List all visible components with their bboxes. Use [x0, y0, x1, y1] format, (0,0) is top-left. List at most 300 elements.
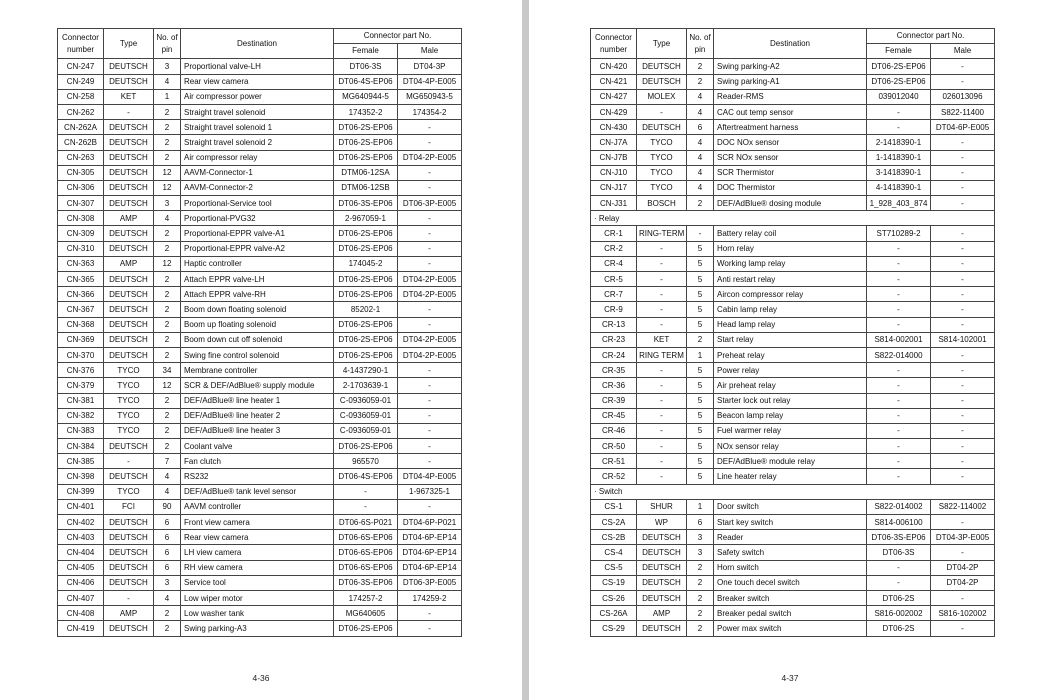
male-part-cell: -: [931, 393, 995, 408]
destination-cell: DEF/AdBlue® line heater 3: [181, 423, 334, 438]
pin-count-cell: 12: [154, 180, 181, 195]
type-cell: -: [637, 454, 687, 469]
destination-cell: Straight travel solenoid 2: [181, 135, 334, 150]
destination-cell: Low wiper motor: [181, 590, 334, 605]
female-part-cell: -: [867, 363, 931, 378]
male-part-cell: -: [931, 59, 995, 74]
pin-count-cell: 6: [687, 515, 714, 530]
female-part-cell: DT06-2S-EP06: [334, 120, 398, 135]
male-part-cell: -: [398, 180, 462, 195]
table-row: [591, 378, 995, 393]
pin-count-cell: 6: [154, 560, 181, 575]
male-part-cell: S816-102002: [931, 606, 995, 621]
male-part-cell: -: [931, 196, 995, 211]
destination-cell: Start key switch: [714, 515, 867, 530]
male-part-cell: -: [931, 317, 995, 332]
male-part-cell: -: [931, 469, 995, 484]
male-part-cell: 174354-2: [398, 104, 462, 119]
male-part-cell: DT04-6P-P021: [398, 515, 462, 530]
type-cell: RING TERM: [637, 347, 687, 362]
header-connector-part-no: Connector part No.: [334, 29, 462, 44]
pin-count-cell: 2: [687, 575, 714, 590]
destination-cell: RH view camera: [181, 560, 334, 575]
connector-number-cell: CN-401: [58, 499, 104, 514]
female-part-cell: 85202-1: [334, 302, 398, 317]
male-part-cell: DT04-6P-EP14: [398, 530, 462, 545]
type-cell: -: [637, 302, 687, 317]
table-row: [58, 302, 462, 317]
male-part-cell: DT04-4P-E005: [398, 74, 462, 89]
type-cell: -: [637, 393, 687, 408]
pin-count-cell: 4: [687, 150, 714, 165]
destination-cell: Horn relay: [714, 241, 867, 256]
type-cell: -: [637, 317, 687, 332]
destination-cell: Boom down cut off solenoid: [181, 332, 334, 347]
type-cell: -: [104, 454, 154, 469]
connector-number-cell: CN-427: [591, 89, 637, 104]
male-part-cell: DT06-3P-E005: [398, 196, 462, 211]
connector-number-cell: CS-5: [591, 560, 637, 575]
type-cell: DEUTSCH: [104, 302, 154, 317]
table-row: [591, 560, 995, 575]
table-row: [58, 454, 462, 469]
female-part-cell: -: [334, 499, 398, 514]
destination-cell: One touch decel switch: [714, 575, 867, 590]
female-part-cell: -: [867, 378, 931, 393]
pin-count-cell: 2: [154, 120, 181, 135]
female-part-cell: DT06-3S-EP06: [334, 196, 398, 211]
type-cell: -: [637, 408, 687, 423]
pin-count-cell: 3: [687, 530, 714, 545]
connector-number-cell: CS-1: [591, 499, 637, 514]
male-part-cell: -: [931, 408, 995, 423]
female-part-cell: DT06-2S: [867, 590, 931, 605]
connector-number-cell: CS-2B: [591, 530, 637, 545]
connector-number-cell: CN-363: [58, 256, 104, 271]
destination-cell: Proportional-Service tool: [181, 196, 334, 211]
type-cell: AMP: [104, 256, 154, 271]
type-cell: DEUTSCH: [637, 590, 687, 605]
group-label: · Relay: [591, 211, 995, 226]
table-row: [591, 241, 995, 256]
destination-cell: Proportional-EPPR valve-A1: [181, 226, 334, 241]
table-row: [591, 150, 995, 165]
table-row: [591, 89, 995, 104]
connector-number-cell: CN-379: [58, 378, 104, 393]
type-cell: DEUTSCH: [104, 515, 154, 530]
female-part-cell: -: [867, 408, 931, 423]
table-row: [591, 287, 995, 302]
male-part-cell: DT04-3P: [398, 59, 462, 74]
table-row: [591, 59, 995, 74]
type-cell: TYCO: [637, 180, 687, 195]
male-part-cell: -: [931, 302, 995, 317]
connector-number-cell: CN-366: [58, 287, 104, 302]
female-part-cell: DTM06-12SB: [334, 180, 398, 195]
female-part-cell: 174257-2: [334, 590, 398, 605]
female-part-cell: 4-1437290-1: [334, 363, 398, 378]
type-cell: AMP: [104, 211, 154, 226]
table-row: [591, 439, 995, 454]
male-part-cell: -: [398, 165, 462, 180]
table-row: [58, 241, 462, 256]
destination-cell: DEF/AdBlue® module relay: [714, 454, 867, 469]
female-part-cell: DT06-2S-EP06: [334, 241, 398, 256]
destination-cell: DOC NOx sensor: [714, 135, 867, 150]
male-part-cell: 1-967325-1: [398, 484, 462, 499]
type-cell: DEUTSCH: [104, 180, 154, 195]
pin-count-cell: 2: [154, 104, 181, 119]
male-part-cell: -: [931, 545, 995, 560]
destination-cell: RS232: [181, 469, 334, 484]
table-row: [591, 590, 995, 605]
type-cell: -: [637, 469, 687, 484]
female-part-cell: 174352-2: [334, 104, 398, 119]
male-part-cell: -: [931, 454, 995, 469]
female-part-cell: DT06-6S-EP06: [334, 545, 398, 560]
table-row: [58, 150, 462, 165]
connector-number-cell: CN-J7A: [591, 135, 637, 150]
destination-cell: Cabin lamp relay: [714, 302, 867, 317]
destination-cell: AAVM-Connector-1: [181, 165, 334, 180]
destination-cell: AAVM controller: [181, 499, 334, 514]
female-part-cell: 174045-2: [334, 256, 398, 271]
table-row: [58, 363, 462, 378]
pin-count-cell: 4: [154, 590, 181, 605]
table-row: [58, 499, 462, 514]
female-part-cell: DT06-2S-EP06: [334, 439, 398, 454]
type-cell: DEUTSCH: [104, 469, 154, 484]
female-part-cell: -: [867, 287, 931, 302]
pin-count-cell: 4: [154, 211, 181, 226]
pin-count-cell: 2: [687, 74, 714, 89]
destination-cell: Aftertreatment harness: [714, 120, 867, 135]
connector-number-cell: CN-407: [58, 590, 104, 605]
connector-number-cell: CN-369: [58, 332, 104, 347]
connector-number-cell: CS-29: [591, 621, 637, 636]
connector-number-cell: CR-52: [591, 469, 637, 484]
connector-number-cell: CN-421: [591, 74, 637, 89]
header-destination: Destination: [181, 29, 334, 59]
male-part-cell: -: [398, 241, 462, 256]
header-no-of-pin: No. of pin: [154, 29, 181, 59]
female-part-cell: DTM06-12SA: [334, 165, 398, 180]
pin-count-cell: 4: [154, 484, 181, 499]
group-label: · Switch: [591, 484, 995, 499]
male-part-cell: -: [931, 515, 995, 530]
type-cell: BOSCH: [637, 196, 687, 211]
type-cell: DEUTSCH: [104, 439, 154, 454]
male-part-cell: 026013096: [931, 89, 995, 104]
type-cell: DEUTSCH: [637, 575, 687, 590]
pin-count-cell: 1: [687, 499, 714, 514]
type-cell: -: [637, 241, 687, 256]
female-part-cell: DT06-2S-EP06: [334, 347, 398, 362]
pin-count-cell: 5: [687, 241, 714, 256]
male-part-cell: -: [398, 256, 462, 271]
connector-number-cell: CN-398: [58, 469, 104, 484]
destination-cell: Line heater relay: [714, 469, 867, 484]
connector-number-cell: CN-J17: [591, 180, 637, 195]
table-row: [591, 621, 995, 636]
destination-cell: Air preheat relay: [714, 378, 867, 393]
female-part-cell: 1-1418390-1: [867, 150, 931, 165]
destination-cell: Membrane controller: [181, 363, 334, 378]
connector-number-cell: CR-46: [591, 423, 637, 438]
type-cell: DEUTSCH: [104, 621, 154, 636]
pin-count-cell: 3: [687, 545, 714, 560]
connector-table-left: [57, 28, 462, 637]
type-cell: DEUTSCH: [637, 545, 687, 560]
table-row: [58, 423, 462, 438]
female-part-cell: S822-014000: [867, 347, 931, 362]
destination-cell: Horn switch: [714, 560, 867, 575]
destination-cell: DEF/AdBlue® line heater 1: [181, 393, 334, 408]
connector-number-cell: CN-370: [58, 347, 104, 362]
connector-number-cell: CR-7: [591, 287, 637, 302]
table-row: [591, 423, 995, 438]
type-cell: DEUTSCH: [104, 530, 154, 545]
table-row: [58, 408, 462, 423]
left-page: [0, 0, 522, 700]
male-part-cell: DT04-6P-EP14: [398, 560, 462, 575]
destination-cell: Start relay: [714, 332, 867, 347]
connector-number-cell: CS-26: [591, 590, 637, 605]
connector-number-cell: CN-308: [58, 211, 104, 226]
male-part-cell: DT04-3P-E005: [931, 530, 995, 545]
destination-cell: AAVM-Connector-2: [181, 180, 334, 195]
header-type: Type: [637, 29, 687, 59]
page-number-right: 4-37: [781, 673, 799, 683]
destination-cell: Head lamp relay: [714, 317, 867, 332]
destination-cell: Fan clutch: [181, 454, 334, 469]
table-row: [58, 469, 462, 484]
table-row: [591, 317, 995, 332]
header-type: Type: [104, 29, 154, 59]
pin-count-cell: 2: [154, 150, 181, 165]
female-part-cell: -: [334, 484, 398, 499]
male-part-cell: MG650943-5: [398, 89, 462, 104]
table-row: [591, 180, 995, 195]
table-row: [58, 606, 462, 621]
connector-number-cell: CN-383: [58, 423, 104, 438]
type-cell: TYCO: [104, 484, 154, 499]
connector-number-cell: CN-429: [591, 104, 637, 119]
destination-cell: SCR NOx sensor: [714, 150, 867, 165]
male-part-cell: -: [931, 74, 995, 89]
table-row: [58, 439, 462, 454]
destination-cell: Working lamp relay: [714, 256, 867, 271]
type-cell: DEUTSCH: [104, 120, 154, 135]
male-part-cell: -: [931, 287, 995, 302]
pin-count-cell: 2: [154, 393, 181, 408]
male-part-cell: S822-11400: [931, 104, 995, 119]
destination-cell: Battery relay coil: [714, 226, 867, 241]
destination-cell: Attach EPPR valve-RH: [181, 287, 334, 302]
connector-number-cell: CN-247: [58, 59, 104, 74]
connector-number-cell: CN-402: [58, 515, 104, 530]
table-row: [58, 545, 462, 560]
table-row: [58, 332, 462, 347]
destination-cell: DEF/AdBlue® dosing module: [714, 196, 867, 211]
table-row: [591, 196, 995, 211]
type-cell: DEUTSCH: [104, 272, 154, 287]
male-part-cell: -: [398, 454, 462, 469]
male-part-cell: -: [398, 499, 462, 514]
female-part-cell: -: [867, 393, 931, 408]
female-part-cell: DT06-4S-EP06: [334, 469, 398, 484]
type-cell: DEUTSCH: [104, 241, 154, 256]
pin-count-cell: 5: [687, 256, 714, 271]
table-row: [591, 606, 995, 621]
destination-cell: DEF/AdBlue® line heater 2: [181, 408, 334, 423]
pin-count-cell: 2: [154, 317, 181, 332]
female-part-cell: DT06-2S-EP06: [334, 272, 398, 287]
female-part-cell: S814-006100: [867, 515, 931, 530]
destination-cell: Swing parking-A3: [181, 621, 334, 636]
destination-cell: Rear view camera: [181, 74, 334, 89]
table-row: [591, 256, 995, 271]
female-part-cell: 1_928_403_874: [867, 196, 931, 211]
connector-number-cell: CN-263: [58, 150, 104, 165]
pin-count-cell: 6: [154, 530, 181, 545]
connector-number-cell: CN-J10: [591, 165, 637, 180]
destination-cell: Attach EPPR valve-LH: [181, 272, 334, 287]
table-body-right: [591, 59, 995, 636]
connector-number-cell: CR-4: [591, 256, 637, 271]
connector-number-cell: CN-408: [58, 606, 104, 621]
male-part-cell: -: [398, 302, 462, 317]
male-part-cell: DT04-2P-E005: [398, 287, 462, 302]
connector-number-cell: CN-419: [58, 621, 104, 636]
destination-cell: Reader-RMS: [714, 89, 867, 104]
connector-number-cell: CN-365: [58, 272, 104, 287]
connector-number-cell: CN-381: [58, 393, 104, 408]
pin-count-cell: 5: [687, 393, 714, 408]
female-part-cell: 965570: [334, 454, 398, 469]
header-female: Female: [334, 44, 398, 59]
destination-cell: Rear view camera: [181, 530, 334, 545]
connector-number-cell: CN-405: [58, 560, 104, 575]
destination-cell: Proportional-EPPR valve-A2: [181, 241, 334, 256]
female-part-cell: DT06-2S-EP06: [334, 287, 398, 302]
type-cell: DEUTSCH: [637, 621, 687, 636]
female-part-cell: -: [867, 120, 931, 135]
pin-count-cell: 3: [154, 196, 181, 211]
right-page: [529, 0, 1051, 700]
female-part-cell: 039012040: [867, 89, 931, 104]
connector-number-cell: CN-382: [58, 408, 104, 423]
header-no-of-pin: No. of pin: [687, 29, 714, 59]
destination-cell: Coolant valve: [181, 439, 334, 454]
pin-count-cell: 2: [687, 606, 714, 621]
table-row: [591, 104, 995, 119]
destination-cell: SCR Thermistor: [714, 165, 867, 180]
female-part-cell: DT06-2S-EP06: [334, 621, 398, 636]
table-row: [58, 211, 462, 226]
pin-count-cell: 5: [687, 454, 714, 469]
destination-cell: Swing parking-A1: [714, 74, 867, 89]
table-row: [591, 332, 995, 347]
female-part-cell: DT06-2S-EP06: [867, 74, 931, 89]
connector-number-cell: CR-13: [591, 317, 637, 332]
type-cell: TYCO: [104, 378, 154, 393]
male-part-cell: -: [931, 226, 995, 241]
male-part-cell: -: [398, 211, 462, 226]
connector-number-cell: CN-420: [591, 59, 637, 74]
male-part-cell: -: [931, 347, 995, 362]
header-male: Male: [931, 44, 995, 59]
destination-cell: Swing fine control solenoid: [181, 347, 334, 362]
type-cell: KET: [637, 332, 687, 347]
pin-count-cell: 5: [687, 272, 714, 287]
female-part-cell: DT06-2S-EP06: [334, 332, 398, 347]
female-part-cell: DT06-2S-EP06: [334, 135, 398, 150]
connector-number-cell: CN-307: [58, 196, 104, 211]
type-cell: -: [637, 287, 687, 302]
female-part-cell: ST710289-2: [867, 226, 931, 241]
destination-cell: SCR & DEF/AdBlue® supply module: [181, 378, 334, 393]
female-part-cell: DT06-3S-EP06: [334, 575, 398, 590]
female-part-cell: DT06-2S-EP06: [334, 226, 398, 241]
connector-number-cell: CR-2: [591, 241, 637, 256]
type-cell: DEUTSCH: [637, 530, 687, 545]
pin-count-cell: 2: [687, 196, 714, 211]
page-number-left: 4-36: [252, 673, 270, 683]
connector-number-cell: CN-249: [58, 74, 104, 89]
male-part-cell: -: [931, 423, 995, 438]
type-cell: DEUTSCH: [104, 332, 154, 347]
female-part-cell: DT06-2S-EP06: [867, 59, 931, 74]
destination-cell: Power max switch: [714, 621, 867, 636]
pin-count-cell: 2: [687, 560, 714, 575]
connector-number-cell: CS-2A: [591, 515, 637, 530]
table-row: [58, 621, 462, 636]
pin-count-cell: 4: [687, 104, 714, 119]
female-part-cell: -: [867, 454, 931, 469]
connector-number-cell: CR-39: [591, 393, 637, 408]
pin-count-cell: 4: [687, 135, 714, 150]
table-row: [58, 59, 462, 74]
table-row: [591, 454, 995, 469]
destination-cell: Proportional-PVG32: [181, 211, 334, 226]
pin-count-cell: 5: [687, 439, 714, 454]
male-part-cell: DT04-2P-E005: [398, 332, 462, 347]
type-cell: -: [104, 590, 154, 605]
connector-number-cell: CN-399: [58, 484, 104, 499]
table-row: [591, 515, 995, 530]
male-part-cell: S822-114002: [931, 499, 995, 514]
table-row: [58, 120, 462, 135]
pin-count-cell: 12: [154, 256, 181, 271]
female-part-cell: -: [867, 104, 931, 119]
header-connector-number: Connector number: [591, 29, 637, 59]
pin-count-cell: 12: [154, 378, 181, 393]
female-part-cell: DT06-2S: [867, 621, 931, 636]
male-part-cell: -: [931, 150, 995, 165]
destination-cell: Swing parking-A2: [714, 59, 867, 74]
type-cell: DEUTSCH: [104, 317, 154, 332]
table-row: [58, 484, 462, 499]
male-part-cell: DT06-3P-E005: [398, 575, 462, 590]
male-part-cell: DT04-2P-E005: [398, 150, 462, 165]
connector-number-cell: CN-J31: [591, 196, 637, 211]
female-part-cell: S816-002002: [867, 606, 931, 621]
destination-cell: CAC out temp sensor: [714, 104, 867, 119]
female-part-cell: MG640944-5: [334, 89, 398, 104]
pin-count-cell: 2: [154, 347, 181, 362]
pin-count-cell: 2: [154, 423, 181, 438]
